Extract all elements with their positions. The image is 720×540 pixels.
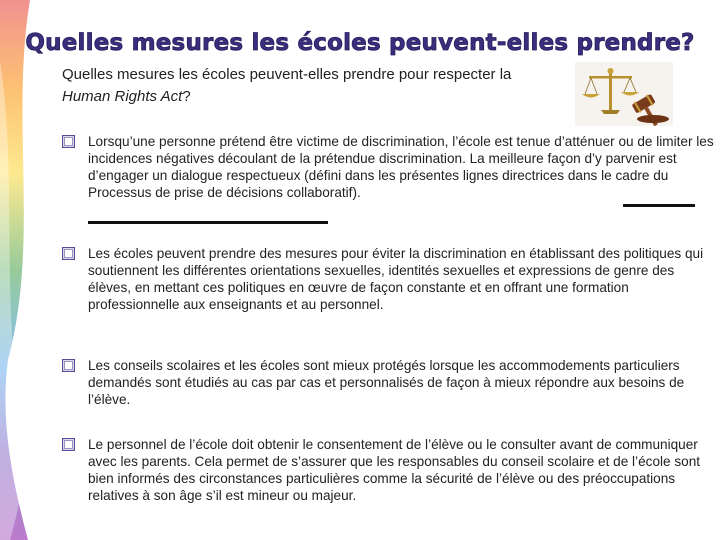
bullet-text: Le personnel de l’école doit obtenir le consentement de l’élève ou le consulter avant de communiquer avec les parents. Cela permet de s’assurer que les responsables du conseil scolaire et de l’école sont bien informés des circonstances particulières comme la sécurité de l’élève ou des préoccupations relatives à son âge s’il est mineur ou majeur.: [88, 437, 701, 503]
checkbox-bullet-icon: [62, 438, 75, 451]
checkbox-bullet-icon: [62, 135, 75, 148]
intro-text: [62, 64, 552, 108]
list-item: [62, 245, 714, 313]
intro-text-after: ?: [182, 88, 191, 105]
list-item: [62, 133, 714, 201]
rainbow-decoration: [0, 0, 60, 540]
checkbox-bullet-icon: [62, 359, 75, 372]
underline-mark: [88, 221, 328, 224]
checkbox-bullet-icon: [62, 247, 75, 260]
list-item: [62, 357, 714, 408]
underline-mark: [623, 204, 695, 207]
scales-of-justice-gavel-icon: [575, 62, 673, 126]
bullet-text: Les écoles peuvent prendre des mesures pour éviter la discrimination en établissant des politiques qui soutiennent les différentes orientations sexuelles, identités sexuelles et expressions de genre des élèves, en mettant ces politiques en œuvre de façon constante et en offrant une formation professionnelle aux enseignants et au personnel.: [88, 246, 704, 312]
page-title: Quelles mesures les écoles peuvent-elles prendre?: [25, 30, 695, 56]
intro-text-before: Quelles mesures les écoles peuvent-elles prendre pour respecter la: [62, 66, 512, 83]
list-item: [62, 436, 714, 504]
bullet-text: Les conseils scolaires et les écoles sont mieux protégés lorsque les accommodements particuliers demandés sont étudiés au cas par cas et personnalisés de façon à mieux répondre aux besoins de l’élève.: [88, 358, 685, 407]
bullet-text: Lorsqu’une personne prétend être victime de discrimination, l’école est tenue d’atténuer ou de limiter les incidences négatives découlant de la prétendue discrimination. La meilleure façon d’y parvenir est d’engager un dialogue respectueux (défini dans les présentes lignes directrices dans le cadre du Processus de prise de décisions collaboratif).: [88, 134, 714, 200]
intro-italic-act: Human Rights Act: [62, 88, 183, 105]
